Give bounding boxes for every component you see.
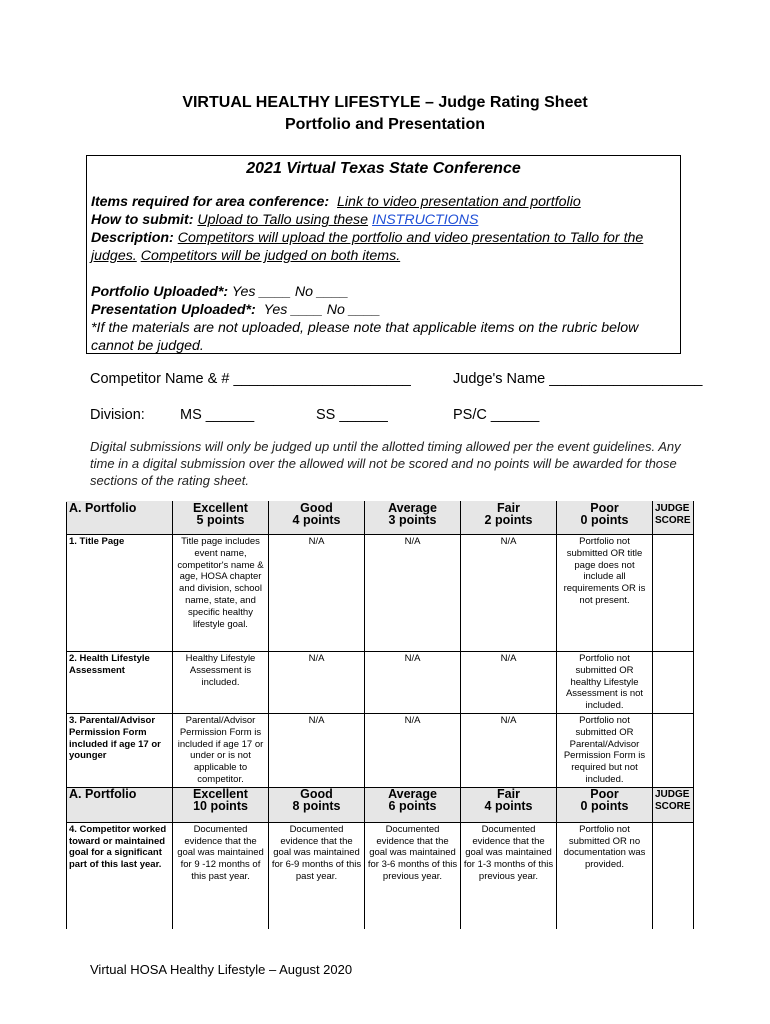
- judge-score-cell[interactable]: [653, 652, 694, 714]
- rubric-table: [66, 501, 694, 929]
- good-criteria: N/A: [269, 652, 365, 714]
- judge-score-cell[interactable]: [653, 535, 694, 652]
- good-criteria: N/A: [269, 713, 365, 787]
- section-header: A. Portfolio: [67, 787, 173, 822]
- average-criteria: Documented evidence that the goal was maintained for 3-6 months of this previous year.: [365, 822, 461, 929]
- presentation-uploaded-options: Yes ____ No ____: [263, 302, 381, 318]
- excellent-criteria: Documented evidence that the goal was maintained for 9 -12 months of this past year.: [173, 822, 269, 929]
- criteria-label: 4. Competitor worked toward or maintained goal for a significant part of this last year.: [67, 822, 173, 929]
- description-label: Description:: [91, 230, 174, 246]
- average-criteria: N/A: [365, 713, 461, 787]
- rubric-header-row: [67, 502, 694, 535]
- judge-score-cell[interactable]: [653, 822, 694, 929]
- poor-header: Poor 0 points: [557, 787, 653, 822]
- description-value-1: Competitors will upload the portfolio and video presentation to Tallo for the judges.: [91, 230, 644, 264]
- digital-submission-note: Digital submissions will only be judged up until the allotted timing allowed per the event guidelines. Any time in a digital submission over the allowed will not be scored and no points will be awarded for those sections of the rating sheet.: [90, 439, 681, 488]
- rubric-row: [67, 822, 694, 929]
- portfolio-uploaded-options: Yes ____ No ____: [231, 284, 349, 300]
- poor-header: Poor 0 points: [557, 502, 653, 535]
- rubric-row: [67, 535, 694, 652]
- division-ms-field[interactable]: MS ______: [180, 407, 255, 423]
- submit-label: How to submit:: [91, 212, 194, 228]
- average-header: Average 3 points: [365, 502, 461, 535]
- judge-score-header: JUDGE SCORE: [653, 502, 694, 535]
- judge-score-cell[interactable]: [653, 713, 694, 787]
- excellent-criteria: Healthy Lifestyle Assessment is included.: [173, 652, 269, 714]
- criteria-label: 1. Title Page: [67, 535, 173, 652]
- document-title: VIRTUAL HEALTHY LIFESTYLE – Judge Rating Sheet: [182, 94, 588, 111]
- poor-criteria: Portfolio not submitted OR Parental/Advisor Permission Form is required but not included.: [557, 713, 653, 787]
- excellent-criteria: Parental/Advisor Permission Form is included if age 17 or under or is not applicable to competitor.: [173, 713, 269, 787]
- average-header: Average 6 points: [365, 787, 461, 822]
- fair-criteria: N/A: [461, 652, 557, 714]
- description-value-2: Competitors will be judged on both items.: [140, 248, 401, 264]
- fair-header: Fair 4 points: [461, 787, 557, 822]
- excellent-criteria: Title page includes event name, competitor's name & age, HOSA chapter and division, school name, state, and specific healthy lifestyle goal.: [173, 535, 269, 652]
- portfolio-uploaded-label: Portfolio Uploaded*:: [91, 284, 229, 300]
- fair-criteria: N/A: [461, 713, 557, 787]
- poor-criteria: Portfolio not submitted OR title page does not include all requirements OR is not present.: [557, 535, 653, 652]
- document-subtitle: Portfolio and Presentation: [284, 116, 485, 133]
- fair-header: Fair 2 points: [461, 502, 557, 535]
- poor-criteria: Portfolio not submitted OR healthy Lifestyle Assessment is not included.: [557, 652, 653, 714]
- criteria-label: 3. Parental/Advisor Permission Form included if age 17 or younger: [67, 713, 173, 787]
- competitor-name-field[interactable]: Competitor Name & # ______________________: [90, 371, 411, 387]
- page-footer: Virtual HOSA Healthy Lifestyle – August 2020: [90, 962, 353, 977]
- judge-name-field[interactable]: Judge's Name ___________________: [453, 371, 703, 387]
- submit-value: Upload to Tallo using these: [197, 212, 369, 228]
- rubric-header-row: [67, 787, 694, 822]
- conference-title: 2021 Virtual Texas State Conference: [246, 160, 521, 177]
- instructions-link[interactable]: INSTRUCTIONS: [372, 212, 479, 228]
- good-criteria: Documented evidence that the goal was maintained for 6-9 months of this past year.: [269, 822, 365, 929]
- good-header: Good 8 points: [269, 787, 365, 822]
- average-criteria: N/A: [365, 535, 461, 652]
- judge-score-header: JUDGE SCORE: [653, 787, 694, 822]
- required-value: Link to video presentation and portfolio: [337, 194, 581, 210]
- division-psc-field[interactable]: PS/C ______: [453, 407, 540, 423]
- excellent-header: Excellent 10 points: [173, 787, 269, 822]
- fair-criteria: N/A: [461, 535, 557, 652]
- division-label: Division:: [90, 407, 145, 423]
- upload-note: *If the materials are not uploaded, please note that applicable items on the rubric below cannot be judged.: [91, 320, 639, 354]
- section-header: A. Portfolio: [67, 502, 173, 535]
- average-criteria: N/A: [365, 652, 461, 714]
- presentation-uploaded-label: Presentation Uploaded*:: [91, 302, 256, 318]
- criteria-label: 2. Health Lifestyle Assessment: [67, 652, 173, 714]
- fair-criteria: Documented evidence that the goal was maintained for 1-3 months of this previous year.: [461, 822, 557, 929]
- excellent-header: Excellent 5 points: [173, 502, 269, 535]
- good-criteria: N/A: [269, 535, 365, 652]
- rubric-row: [67, 713, 694, 787]
- good-header: Good 4 points: [269, 502, 365, 535]
- conference-info-box: [86, 155, 681, 354]
- conference-instructions: [91, 193, 676, 355]
- division-ss-field[interactable]: SS ______: [316, 407, 388, 423]
- poor-criteria: Portfolio not submitted OR no documentation was provided.: [557, 822, 653, 929]
- rubric-row: [67, 652, 694, 714]
- required-label: Items required for area conference:: [91, 194, 330, 210]
